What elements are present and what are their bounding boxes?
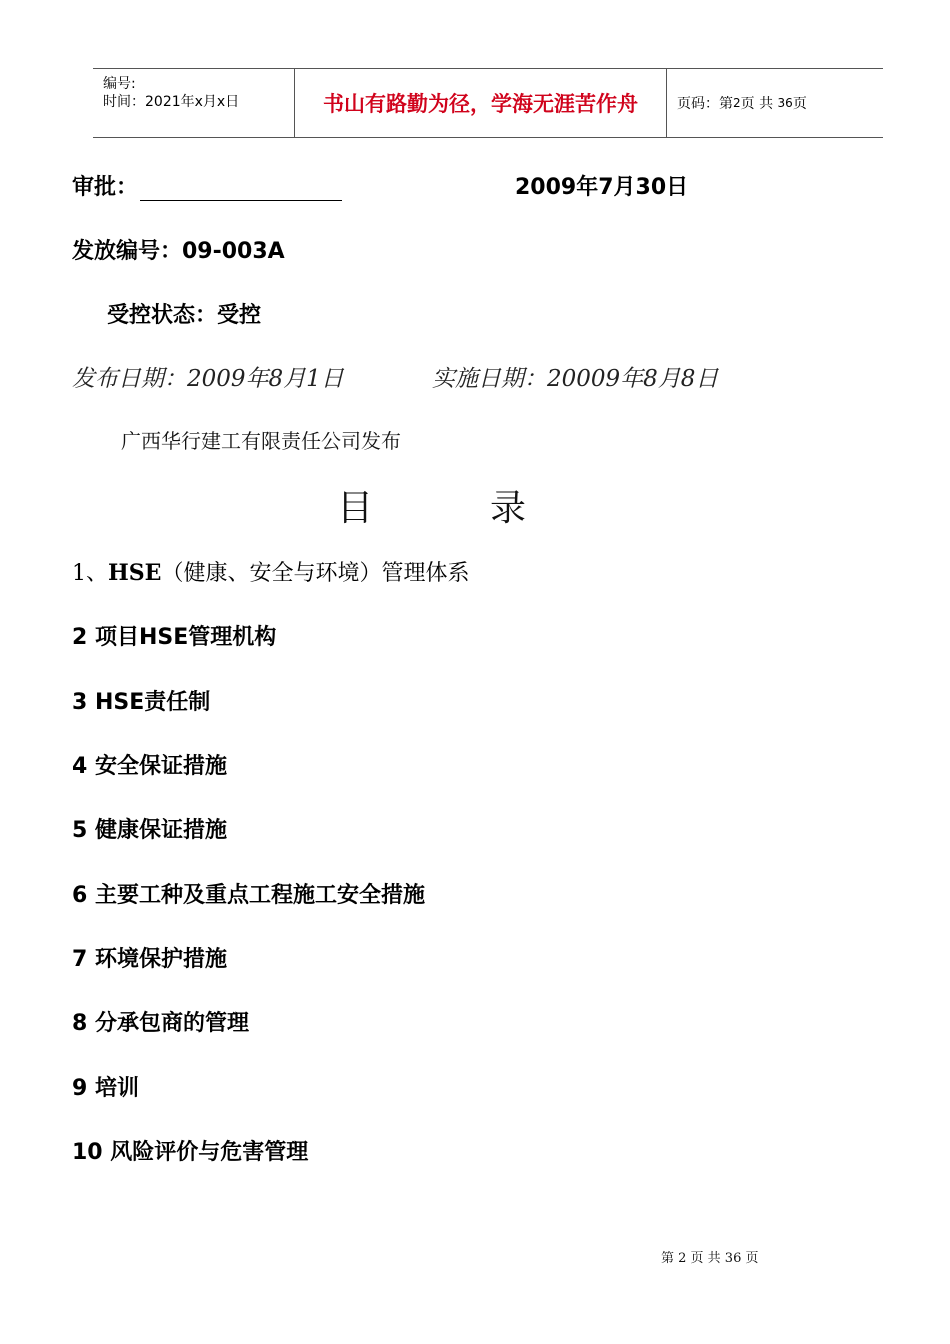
time-label: 时间：2021年x月x日 bbox=[103, 94, 240, 110]
toc-item-rest: （健康、安全与环境）管理体系 bbox=[161, 561, 470, 586]
toc-item: 4 安全保证措施 bbox=[72, 754, 227, 779]
approval-signature-blank bbox=[140, 178, 342, 201]
toc-item: 6 主要工种及重点工程施工安全措施 bbox=[72, 883, 425, 908]
toc-item: 2 项目HSE管理机构 bbox=[72, 625, 277, 650]
header-page-info bbox=[667, 69, 883, 137]
toc-item bbox=[72, 556, 469, 587]
issue-number: 发放编号：09-003A bbox=[72, 239, 285, 264]
header-motto-cell bbox=[294, 69, 667, 137]
page-current: 2 bbox=[733, 96, 741, 110]
toc-item-number: 1、 bbox=[72, 561, 108, 586]
toc-item: 3 HSE责任制 bbox=[72, 690, 211, 715]
page-suffix: 页 bbox=[792, 96, 807, 112]
page-total: 36 bbox=[777, 96, 793, 110]
publisher: 广西华行建工有限责任公司发布 bbox=[121, 429, 401, 453]
toc-item-hse: HSE bbox=[108, 560, 162, 586]
toc-item: 10 风险评价与危害管理 bbox=[72, 1140, 309, 1165]
toc-item: 9 培训 bbox=[72, 1076, 139, 1101]
toc-title-left: 目 bbox=[337, 488, 374, 529]
code-label: 编号: bbox=[103, 76, 136, 92]
page-footer: 第 2 页 共 36 页 bbox=[661, 1251, 759, 1266]
page-prefix: 页码：第 bbox=[677, 96, 733, 112]
motto: 书山有路勤为径，学海无涯苦作舟 bbox=[323, 92, 638, 116]
control-status: 受控状态：受控 bbox=[107, 303, 262, 328]
page-middle: 页 共 bbox=[740, 96, 774, 112]
release-date: 发布日期：2009年8月1日 bbox=[72, 366, 344, 392]
header-meta bbox=[93, 69, 294, 137]
toc-title-right: 录 bbox=[490, 488, 527, 529]
approval-label: 审批： bbox=[72, 175, 139, 200]
implementation-date: 实施日期：20009年8月8日 bbox=[432, 366, 719, 392]
toc-item: 5 健康保证措施 bbox=[72, 818, 227, 843]
approval-line bbox=[72, 170, 342, 201]
toc-item: 7 环境保护措施 bbox=[72, 947, 227, 972]
approval-date: 2009年7月30日 bbox=[515, 175, 689, 200]
toc-item: 8 分承包商的管理 bbox=[72, 1011, 249, 1036]
document-header bbox=[93, 68, 883, 138]
